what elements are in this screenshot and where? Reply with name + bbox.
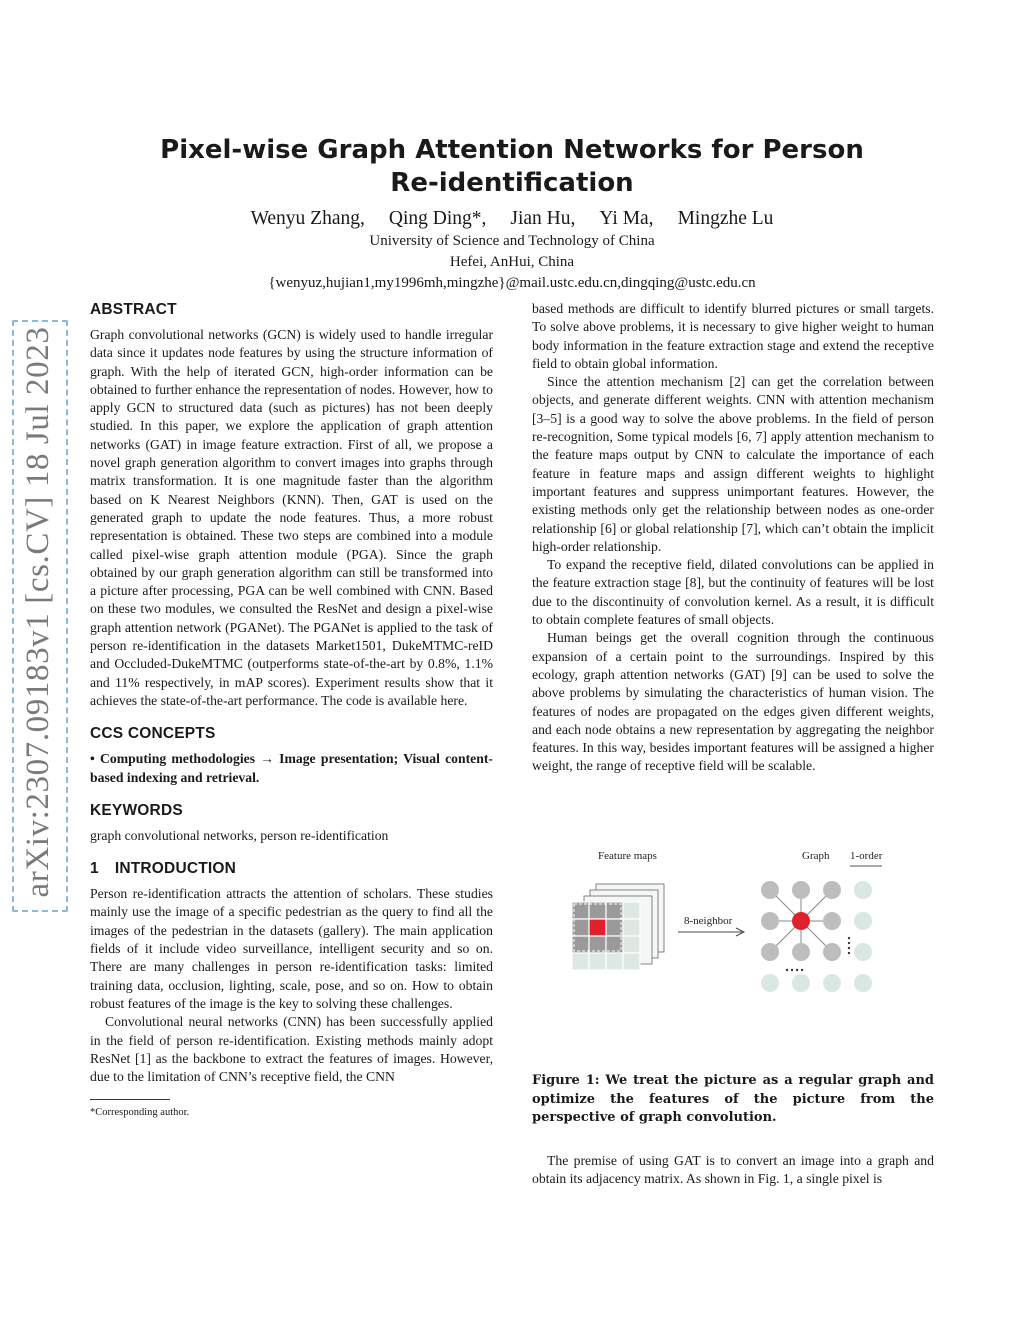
graph-node [823, 912, 841, 930]
footnote: *Corresponding author. [90, 1107, 190, 1119]
ellipsis-dot [848, 952, 850, 954]
ccs-text: • Computing methodologies → Image presentation; Visual content-based indexing and retrieval. [90, 751, 493, 785]
graph-node [761, 943, 779, 961]
grid-cell [606, 936, 623, 953]
figure-caption: Figure 1: We treat the picture as a regular graph and optimize the features of the picture from the perspective of graph convolution. [532, 1073, 934, 1125]
arxiv-identifier[interactable]: arXiv:2307.09183v1 [cs.CV] 18 Jul 2023 [20, 326, 56, 898]
ellipsis-dot [848, 937, 850, 939]
grid-cell [606, 919, 623, 936]
graph-node [792, 881, 810, 899]
figure-1 [560, 844, 900, 1004]
section-title: INTRODUCTION [114, 860, 237, 878]
ccs-heading: CCS CONCEPTS [90, 725, 216, 743]
affiliation-university: University of Science and Technology of China [369, 233, 655, 249]
after-figure-text [532, 1152, 934, 1189]
body-paragraph: The premise of using GAT is to convert an image into a graph and obtain its adjacency matrix. As shown in Fig. 1, a single pixel is [532, 1153, 934, 1187]
graph-node [854, 943, 872, 961]
body-paragraph: Since the attention mechanism [2] can get the correlation between objects, and generate different weights. CNN with attention mechanism [3–5] is a good way to solve the above problems. In the field of person re-recognition, Some typical models [6, 7] apply attention mechanism to the feature maps output by CNN to calculate the importance of each feature in feature maps and assign different weights to highlight important features and suppress unimportant features. However, the existing methods only get the relationship between nodes as one-order relationship [6] or global relationship [7], which can’t obtain the implicit high-order relationship. [532, 374, 934, 554]
grid-cell [606, 953, 623, 970]
graph-node [823, 881, 841, 899]
graph-node [792, 974, 810, 992]
author: Yi Ma, [599, 208, 654, 229]
arrow-label: 8-neighbor [684, 915, 733, 927]
keywords-heading: KEYWORDS [90, 801, 183, 819]
ellipsis-dot [848, 942, 850, 944]
body-paragraph: based methods are difficult to identify blurred pictures or small targets. To solve above problems, it is necessary to give higher weight to human body information in the feature extraction stage and extend the receptive field to obtain global information. [532, 301, 934, 371]
body-paragraph: Human beings get the overall cognition through the continuous expansion of a certain point to the surroundings. Inspired by this ecology, graph attention networks (GAT) [9] can be used to solve the above problems by simulating the characteristics of human vision. The features of nodes are propagated on the edges given different weights, and each node obtains a new representation by aggregating the neighbor features. In this way, besides important features will be assigned a higher weight, the range of receptive field will be scalable. [532, 630, 934, 774]
grid-cell [589, 902, 606, 919]
grid-cell [589, 936, 606, 953]
ellipsis-dot [848, 947, 850, 949]
one-order-label: 1-order [850, 850, 883, 862]
graph-node [761, 881, 779, 899]
ellipsis-dot [801, 969, 803, 971]
grid-cell [572, 936, 589, 953]
footnote-rule [90, 1099, 170, 1100]
graph-node [854, 974, 872, 992]
feature-maps-label: Feature maps [598, 850, 657, 862]
graph-node [761, 912, 779, 930]
center-pixel [589, 919, 606, 936]
graph-node [823, 943, 841, 961]
intro-heading [90, 859, 493, 879]
graph-node [792, 943, 810, 961]
author-list [0, 207, 1024, 231]
body-paragraph: To expand the receptive field, dilated convolutions can be applied in the feature extraction stage [8], but the continuity of features will be lost due to the discontinuity of convolution kernel. As a result, it is difficult to obtain complete features of small objects. [532, 557, 934, 628]
left-column [90, 300, 493, 1120]
grid-cell [623, 902, 640, 919]
grid-cell [623, 936, 640, 953]
author: Jian Hu, [510, 208, 576, 229]
graph-node [854, 912, 872, 930]
grid-cell [572, 953, 589, 970]
grid-cell [589, 953, 606, 970]
graph-diagram [761, 881, 872, 992]
section-number: 1 [90, 860, 99, 878]
right-column [532, 300, 934, 776]
keywords-text: graph convolutional networks, person re-identification [90, 827, 389, 843]
intro-paragraph-2: Convolutional neural networks (CNN) has been successfully applied in the field of person re-identification. Existing methods mainly adopt ResNet [1] as the backbone to extract the features of images. However, due to the limitation of CNN’s receptive field, the CNN [90, 1014, 493, 1085]
author: Mingzhe Lu [677, 208, 774, 229]
ellipsis-dot [786, 969, 788, 971]
affiliation-location: Hefei, AnHui, China [449, 254, 575, 270]
grid-cell [572, 902, 589, 919]
feature-map-grid [572, 902, 640, 970]
author: Wenyu Zhang, [250, 208, 365, 229]
grid-cell [572, 919, 589, 936]
abstract-text: Graph convolutional networks (GCN) is widely used to handle irregular data since it updates node features by using the structure information of graph. With the help of iterated GCN, high-order information can be obtained to further enhance the representation of nodes. However, how to apply GCN to structured data (such as pictures) has not been deeply studied. In this paper, we explore the application of graph attention networks (GAT) in image feature extraction. First of all, we propose a novel graph generation algorithm to convert images into graphs through matrix transformation. It is one magnitude faster than the algorithm based on K Nearest Neighbors (KNN). Then, GAT is used on the generated graph to update the node features. Thus, a more robust representation is obtained. These two steps are combined into a module called pixel-wise graph attention module (PGA). Since the graph obtained by our graph generation algorithm can still be transformed into a picture after processing, PGA can be well combined with CNN. Based on these two modules, we consulted the ResNet and design a pixel-wise graph attention network (PGANet). The PGANet is applied to the task of person re-identification in the datasets Market1501, DukeMTMC-reID and Occluded-DukeMTMC (outperforms state-of-the-art by 0.8%, 1.1% and 11% respectively, in mAP scores). Experiment results show that it achieves the state-of-the-art performance. The code is available here. [90, 327, 493, 708]
grid-cell [623, 919, 640, 936]
abstract-heading: ABSTRACT [90, 301, 177, 318]
graph-label: Graph [802, 850, 830, 862]
graph-node [761, 974, 779, 992]
grid-cell [606, 902, 623, 919]
paper-title: Pixel-wise Graph Attention Networks for Person Re-identification [160, 135, 864, 198]
author: Qing Ding*, [388, 208, 487, 229]
graph-node [854, 881, 872, 899]
ellipsis-dot [791, 969, 793, 971]
graph-node [823, 974, 841, 992]
affiliation-emails[interactable]: {wenyuz,hujian1,my1996mh,mingzhe}@mail.ustc.edu.cn,dingqing@ustc.edu.cn [268, 275, 756, 291]
intro-paragraph-1: Person re-identification attracts the attention of scholars. These studies mainly use the image of a specific pedestrian as the query to find all the images of the pedestrian in the datasets (gallery). The main application fields of it include video surveillance, intelligent security and so on. There are many challenges in person re-identification tasks: limited training data, occlusion, lighting, scale, pose, and so on. How to obtain robust features of the image is the key to solving these challenges. [90, 886, 493, 1011]
center-node [792, 912, 810, 930]
ellipsis-dot [796, 969, 798, 971]
grid-cell [623, 953, 640, 970]
